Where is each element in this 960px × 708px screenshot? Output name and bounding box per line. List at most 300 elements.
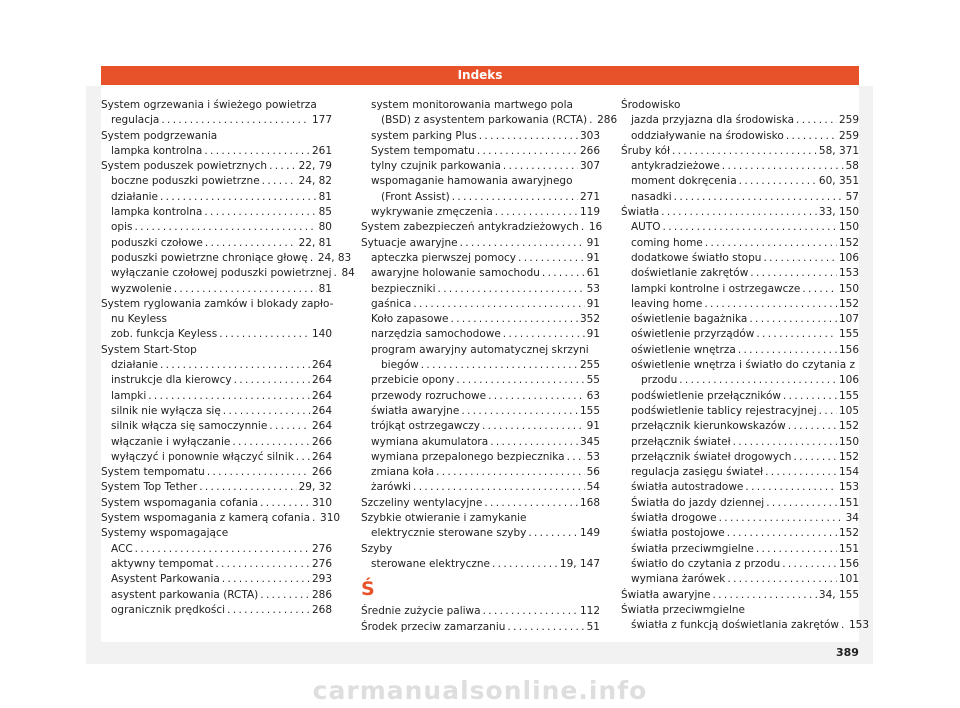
index-entry (101, 358, 332, 373)
dot-leader (788, 419, 837, 434)
index-term: Światła awaryjne (621, 588, 711, 601)
dot-leader (793, 450, 837, 465)
index-page-ref: 152 (838, 420, 859, 433)
index-term: silnik nie wyłącza się (111, 404, 221, 417)
dot-leader (488, 389, 585, 404)
index-entry (621, 526, 859, 541)
index-term: program awaryjny automatycznej skrzyni (371, 343, 589, 356)
dot-leader (269, 419, 310, 434)
dot-leader (262, 174, 297, 189)
page-header: Indeks (101, 66, 859, 85)
index-page-ref: 307 (579, 160, 600, 173)
index-term: antykradzieżowe (631, 160, 720, 173)
dot-leader (802, 282, 837, 297)
index-entry (101, 220, 332, 235)
index-entry (621, 557, 859, 572)
index-entry (621, 373, 859, 388)
index-section-letter: Ś (361, 578, 375, 601)
dot-leader (756, 327, 837, 342)
index-entry (621, 129, 859, 144)
index-term: światło do czytania z przodu (631, 557, 781, 570)
index-entry (361, 404, 600, 419)
dot-leader (296, 450, 310, 465)
index-term: Systemy wspomagające (101, 527, 229, 540)
index-page-ref: 80 (318, 221, 332, 234)
index-page-ref: 85 (318, 206, 332, 219)
index-page-ref: 286 (311, 588, 332, 601)
index-entry (361, 297, 600, 312)
index-term: regulacja (111, 114, 160, 127)
dot-leader (738, 343, 837, 358)
index-entry (621, 174, 859, 189)
index-entry (361, 205, 600, 220)
index-page-ref: 276 (311, 542, 332, 555)
index-page-ref: 264 (311, 450, 332, 463)
index-term: Światła (621, 206, 660, 219)
index-term: system parking Plus (371, 129, 477, 142)
index-page-ref: 154 (838, 466, 859, 479)
index-heading (621, 358, 859, 373)
index-page-ref: 261 (311, 144, 332, 157)
index-term: regulacja zasięgu świateł (631, 466, 764, 479)
dot-leader (483, 604, 578, 619)
dot-leader (507, 620, 584, 635)
index-term: System ogrzewania i świeżego powietrza (101, 99, 317, 111)
index-term: przebicie opony (371, 374, 455, 387)
dot-leader (739, 174, 817, 189)
index-page-ref: 19, 147 (559, 557, 600, 570)
dot-leader (819, 404, 837, 419)
dot-leader (783, 389, 837, 404)
index-page-ref: 310 (311, 496, 332, 509)
index-entry (101, 266, 355, 281)
dot-leader (204, 205, 316, 220)
index-entry (361, 220, 603, 235)
index-entry (361, 419, 600, 434)
dot-leader (479, 129, 578, 144)
index-entry (361, 236, 600, 251)
index-entry (101, 389, 332, 404)
index-page-ref: 264 (311, 359, 332, 372)
index-term: światła awaryjne (371, 404, 460, 417)
index-page-ref: 84 (341, 267, 355, 280)
index-term: zob. funkcja Keyless (111, 328, 218, 341)
index-entry (361, 190, 600, 205)
index-entry (101, 373, 332, 388)
dot-leader (161, 113, 310, 128)
index-page-ref: 152 (838, 527, 859, 540)
index-term: System wspomagania z kamerą cofania (101, 512, 311, 525)
index-entry (621, 251, 859, 266)
index-term: aktywny tempomat (111, 557, 214, 570)
index-entry (101, 113, 332, 128)
index-entry (621, 159, 859, 174)
index-entry (621, 572, 859, 587)
index-entry (101, 465, 332, 480)
index-heading (361, 174, 600, 189)
dot-leader (227, 603, 310, 618)
index-term: opis (111, 221, 133, 234)
dot-leader (260, 496, 310, 511)
index-page-ref: 310 (320, 512, 341, 525)
index-term: działanie (111, 359, 158, 372)
index-term: apteczka pierwszej pomocy (371, 251, 517, 264)
index-entry (621, 282, 859, 297)
index-page-ref: 266 (579, 144, 600, 157)
dot-leader (484, 496, 578, 511)
index-term: ACC (111, 542, 133, 555)
index-page-ref: 91 (586, 297, 600, 310)
index-term: światła autostradowe (631, 481, 744, 494)
dot-leader (421, 358, 578, 373)
index-page-ref: 91 (586, 251, 600, 264)
index-entry (101, 419, 332, 434)
index-page-ref: 55 (586, 374, 600, 387)
index-page-ref: 352 (579, 313, 600, 326)
index-term: Środowisko (621, 99, 681, 111)
dot-leader (786, 129, 837, 144)
index-term: podświetlenie przełączników (631, 389, 781, 402)
index-term: ogranicznik prędkości (111, 603, 226, 616)
index-entry (361, 557, 600, 572)
index-page-ref: 63 (586, 389, 600, 402)
index-term: lampka kontrolna (111, 206, 203, 219)
index-term: lampka kontrolna (111, 144, 203, 157)
index-term: System ryglowania zamków i blokady zapło- (101, 297, 334, 310)
index-entry (361, 159, 600, 174)
index-entry (621, 389, 859, 404)
index-term: wykrywanie zmęczenia (371, 206, 493, 219)
index-entry (361, 480, 600, 495)
index-page-ref: 53 (586, 282, 600, 295)
index-entry (361, 465, 600, 480)
dot-leader (672, 144, 817, 159)
index-entry (101, 572, 332, 587)
index-term: podświetlenie tablicy rejestracyjnej (631, 404, 817, 417)
index-term: oddziaływanie na środowisko (631, 129, 784, 142)
dot-leader (661, 205, 817, 220)
index-term: oświetlenie wnętrza (631, 343, 736, 356)
index-entry (101, 435, 332, 450)
dot-leader (460, 236, 585, 251)
dot-leader (413, 297, 584, 312)
index-page-ref: 150 (838, 435, 859, 448)
index-term: doświetlanie zakrętów (631, 267, 749, 280)
index-term: przodu (641, 374, 678, 387)
index-heading (101, 98, 332, 113)
index-term: wyłączanie czołowej poduszki powietrznej (111, 267, 332, 280)
index-term: sterowane elektryczne (371, 557, 490, 570)
index-term: System podgrzewania (101, 129, 218, 142)
dot-leader (219, 327, 310, 342)
index-column-3 (621, 98, 869, 633)
index-term: dodatkowe światło stopu (631, 251, 762, 264)
index-page-ref: 255 (579, 359, 600, 372)
index-entry (101, 557, 332, 572)
dot-leader (456, 373, 584, 388)
index-term: Światła przeciwmgielne (621, 603, 746, 616)
index-page-ref: 24, 83 (317, 251, 352, 264)
index-page-ref: 58, 371 (818, 144, 859, 157)
dot-leader (567, 450, 585, 465)
index-page-ref: 34 (845, 512, 859, 525)
index-entry (621, 542, 859, 557)
index-entry (621, 297, 859, 312)
index-page-ref: 16 (588, 221, 603, 234)
index-term: Sytuacje awaryjne (361, 236, 458, 249)
dot-leader (413, 480, 585, 495)
index-entry (101, 603, 332, 618)
index-page-ref: 57 (845, 190, 859, 203)
index-entry (361, 144, 600, 159)
index-term: wymiana akumulatora (371, 435, 489, 448)
index-heading (101, 297, 332, 312)
index-term: Średnie zużycie paliwa (361, 605, 481, 618)
index-term: narzędzia samochodowe (371, 328, 501, 341)
index-term: światła z funkcją doświetlania zakrętów (631, 619, 839, 632)
index-term: poduszki powietrzne chroniące głowę (111, 251, 308, 264)
index-term: przełącznik kierunkowskazów (631, 420, 786, 433)
index-term: tylny czujnik parkowania (371, 160, 501, 173)
dot-leader (160, 190, 317, 205)
dot-leader (679, 373, 837, 388)
index-entry (621, 480, 859, 495)
index-term: Śruby kół (621, 144, 670, 157)
index-term: system monitorowania martwego pola (371, 99, 573, 111)
dot-leader (705, 236, 837, 251)
index-term: żarówki (371, 481, 412, 494)
dot-leader (719, 511, 844, 526)
index-term: moment dokręcenia (631, 175, 737, 188)
index-entry (361, 389, 600, 404)
dot-leader (495, 205, 578, 220)
index-entry (361, 373, 600, 388)
index-entry (621, 450, 859, 465)
dot-leader (207, 465, 310, 480)
index-page-ref: 259 (838, 114, 859, 127)
dot-leader (232, 435, 310, 450)
index-term: światła przeciwmgielne (631, 542, 754, 555)
index-term: wyzwolenie (111, 282, 172, 295)
index-term: Asystent Parkowania (111, 573, 220, 586)
dot-leader (756, 542, 837, 557)
index-entry (101, 404, 332, 419)
index-page-ref: 33, 150 (818, 206, 859, 219)
index-term: AUTO (631, 221, 661, 234)
index-term: nu Keyless (111, 313, 168, 326)
index-term: (Front Assist) (381, 190, 450, 203)
index-entry (361, 604, 600, 619)
index-term: Szybkie otwieranie i zamykanie (361, 512, 527, 525)
index-entry (361, 435, 600, 450)
dot-leader (148, 389, 310, 404)
index-page-ref: 156 (838, 343, 859, 356)
index-entry (621, 511, 859, 526)
index-page-ref: 168 (579, 496, 600, 509)
index-term: Środek przeciw zamarzaniu (361, 620, 506, 633)
index-term: nasadki (631, 190, 672, 203)
index-page-ref: 271 (579, 190, 600, 203)
index-term: oświetlenie bagażnika (631, 313, 748, 326)
index-column-2 (361, 98, 618, 635)
index-page-ref: 81 (318, 282, 332, 295)
index-page-ref: 119 (579, 206, 600, 219)
index-entry (621, 205, 859, 220)
index-page-ref: 345 (579, 435, 600, 448)
index-page-ref: 51 (586, 620, 600, 633)
dot-leader (205, 236, 297, 251)
index-page-ref: 264 (311, 404, 332, 417)
dot-leader (503, 327, 585, 342)
index-term: jazda przyjazna dla środowiska (631, 114, 795, 127)
dot-leader (782, 557, 837, 572)
index-entry (101, 159, 332, 174)
index-term: światła drogowe (631, 512, 717, 525)
index-page-ref: 22, 79 (298, 160, 332, 173)
index-page-ref: 149 (579, 527, 600, 540)
index-term: System wspomagania cofania (101, 496, 259, 509)
index-term: System tempomatu (371, 144, 475, 157)
index-page-ref: 177 (311, 114, 332, 127)
index-heading (101, 312, 332, 327)
index-term: Światła do jazdy dziennej (631, 496, 765, 509)
index-page-ref: 91 (586, 328, 600, 341)
index-entry (361, 282, 600, 297)
dot-leader (222, 572, 310, 587)
dot-leader (260, 588, 310, 603)
index-term: asystent parkowania (RCTA) (111, 588, 259, 601)
index-page-ref: 264 (311, 374, 332, 387)
index-entry (621, 343, 859, 358)
index-term: System tempomatu (101, 466, 205, 479)
index-page-ref: 155 (838, 328, 859, 341)
index-page-ref: 152 (838, 236, 859, 249)
watermark: carmanualsonline.info (312, 676, 648, 705)
index-term: wymiana żarówek (631, 573, 726, 586)
index-heading (361, 98, 600, 113)
index-heading (101, 526, 332, 541)
index-page-ref: 152 (838, 450, 859, 463)
index-term: instrukcje dla kierowcy (111, 374, 232, 387)
dot-leader (451, 312, 578, 327)
index-term: System Start-Stop (101, 343, 197, 356)
index-entry (101, 496, 332, 511)
dot-leader (722, 159, 844, 174)
dot-leader (492, 557, 558, 572)
index-page-ref: 150 (838, 221, 859, 234)
index-page-ref: 105 (838, 404, 859, 417)
index-page-ref: 56 (586, 466, 600, 479)
index-entry (101, 480, 332, 495)
dot-leader (477, 144, 578, 159)
dot-leader (750, 266, 837, 281)
index-entry (361, 113, 618, 128)
index-heading (621, 603, 859, 618)
index-page-ref: 81 (318, 190, 332, 203)
index-page-ref: 264 (311, 420, 332, 433)
index-term: System Top Tether (101, 481, 198, 494)
dot-leader (674, 190, 844, 205)
index-page-ref: 24, 82 (298, 175, 332, 188)
index-page-ref: 151 (838, 542, 859, 555)
index-page-ref: 54 (586, 481, 600, 494)
dot-leader (733, 435, 837, 450)
index-entry (101, 236, 332, 251)
index-term: działanie (111, 190, 158, 203)
index-entry (101, 282, 332, 297)
index-entry (361, 358, 600, 373)
index-term: lampki kontrolne i ostrzegawcze (631, 282, 801, 295)
index-term: System poduszek powietrznych (101, 160, 268, 173)
dot-leader (160, 358, 310, 373)
dot-leader (518, 251, 585, 266)
dot-leader (482, 419, 585, 434)
index-page-ref: 61 (586, 267, 600, 280)
dot-leader (204, 144, 310, 159)
index-page-ref: 106 (838, 251, 859, 264)
index-entry (621, 496, 859, 511)
index-entry (621, 419, 859, 434)
index-page-ref: 58 (845, 160, 859, 173)
index-entry (361, 450, 600, 465)
index-page-ref: 156 (838, 557, 859, 570)
index-entry (361, 312, 600, 327)
dot-leader (461, 404, 578, 419)
dot-leader (452, 190, 578, 205)
index-page-ref: 107 (838, 313, 859, 326)
index-entry (361, 620, 600, 635)
index-heading (101, 129, 332, 144)
index-entry (361, 129, 600, 144)
index-entry (361, 266, 600, 281)
index-term: przewody rozruchowe (371, 389, 487, 402)
index-entry (621, 236, 859, 251)
index-page-ref: 91 (586, 420, 600, 433)
index-page-ref: 22, 81 (298, 236, 332, 249)
index-entry (101, 450, 332, 465)
index-page-ref: 264 (311, 389, 332, 402)
index-term: (BSD) z asystentem parkowania (RCTA) (381, 114, 588, 127)
index-entry (361, 251, 600, 266)
dot-leader (312, 511, 318, 526)
index-entry (621, 618, 869, 633)
index-entry (361, 327, 600, 342)
index-column-1 (101, 98, 355, 618)
dot-leader (269, 159, 297, 174)
dot-leader (174, 282, 317, 297)
index-entry (621, 588, 859, 603)
index-entry (361, 496, 600, 511)
index-entry (101, 144, 332, 159)
index-page-ref: 60, 351 (818, 175, 859, 188)
dot-leader (704, 297, 837, 312)
dot-leader (749, 312, 837, 327)
index-entry (621, 190, 859, 205)
index-page-ref: 153 (838, 481, 859, 494)
index-term: gaśnica (371, 297, 412, 310)
dot-leader (438, 282, 585, 297)
index-term: Szyby (361, 542, 393, 555)
dot-leader (713, 588, 817, 603)
index-entry (101, 251, 352, 266)
dot-leader (727, 572, 837, 587)
dot-leader (223, 404, 310, 419)
index-term: wymiana przepalonego bezpiecznika (371, 450, 565, 463)
index-entry (621, 266, 859, 281)
dot-leader (542, 266, 585, 281)
index-page-ref: 140 (311, 328, 332, 341)
dot-leader (135, 542, 310, 557)
